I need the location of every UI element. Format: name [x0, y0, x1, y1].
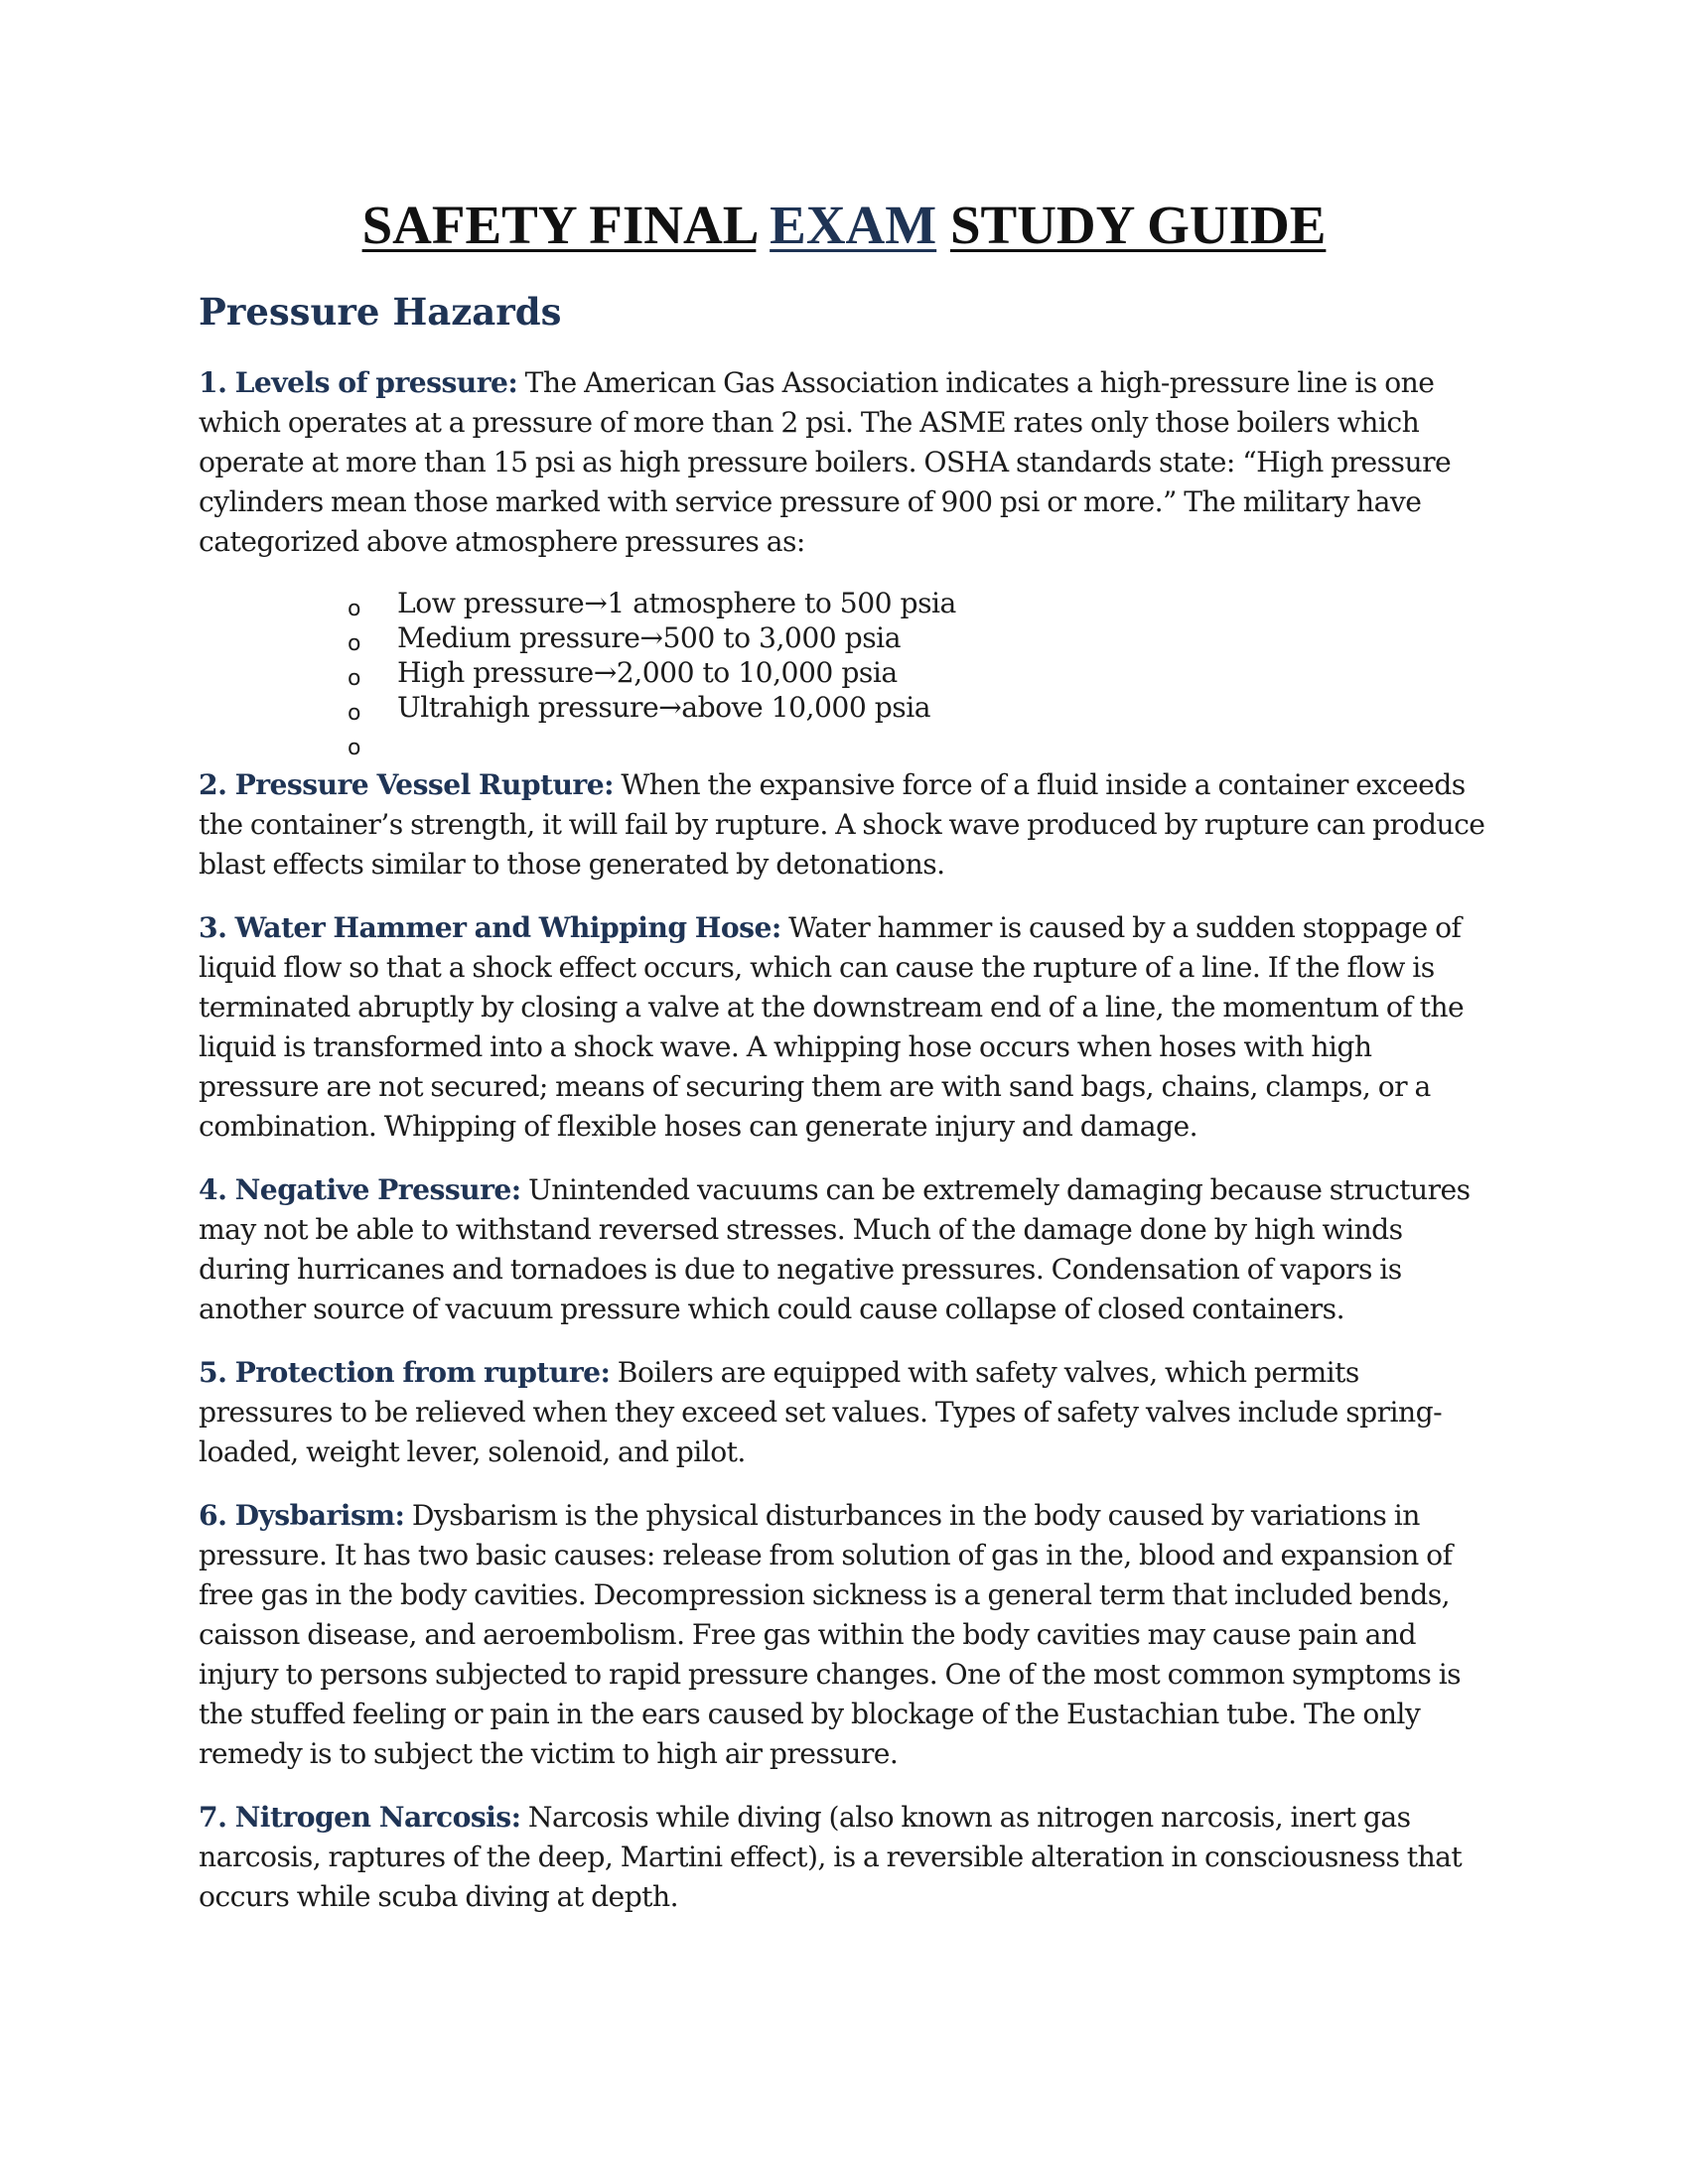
item-1-lead: 1. Levels of pressure:: [199, 366, 518, 399]
pressure-level-high: High pressure→2,000 to 10,000 psia: [397, 656, 898, 689]
item-1-text: The American Gas Association indicates a high-pressure line is one which operates at a pressure of more than 2 psi. The ASME rates only those boilers which operate at more than 15 psi as high pressure boilers. OSHA standards state: “High pressure cylinders mean those marked with service pressure of 900 psi or more.” The military have categorized above atmosphere pressures as:: [199, 366, 1452, 558]
list-item: [348, 620, 1489, 655]
bullet-marker: o: [348, 666, 360, 691]
item-6-text: Dysbarism is the physical disturbances in the body caused by variations in pressure. It has two basic causes: release from solution of gas in the, blood and expansion of free gas in the body cavities. Decompression sickness is a general term that included bends, caisson disease, and aeroembolism. Free gas within the body cavities may cause pain and injury to persons subjected to rapid pressure changes. One of the most common symptoms is the stuffed feeling or pain in the ears caused by blockage of the Eustachian tube. The only remedy is to subject the victim to high air pressure.: [199, 1499, 1462, 1770]
page-title: [199, 191, 1489, 260]
item-3-lead: 3. Water Hammer and Whipping Hose:: [199, 911, 781, 944]
item-7-paragraph: [199, 1798, 1489, 1917]
item-7-text: Narcosis while diving (also known as nitrogen narcosis, inert gas narcosis, raptures of the deep, Martini effect), is a reversible alteration in consciousness that occurs while scuba diving at depth.: [199, 1801, 1463, 1913]
item-2-text: When the expansive force of a fluid inside a container exceeds the container’s strength, it will fail by rupture. A shock wave produced by rupture can produce blast effects similar to those generated by detonations.: [199, 768, 1485, 881]
item-7-lead: 7. Nitrogen Narcosis:: [199, 1801, 521, 1834]
list-item: [348, 655, 1489, 690]
list-item: [348, 690, 1489, 725]
item-5-lead: 5. Protection from rupture:: [199, 1356, 611, 1389]
item-5-paragraph: [199, 1353, 1489, 1472]
pressure-level-medium: Medium pressure→500 to 3,000 psia: [397, 621, 902, 654]
title-part-1: SAFETY FINAL: [361, 195, 757, 255]
item-4-lead: 4. Negative Pressure:: [199, 1173, 521, 1206]
item-3-paragraph: [199, 908, 1489, 1147]
list-item-empty: [348, 725, 1489, 759]
section-heading: Pressure Hazards: [199, 290, 562, 334]
bullet-marker: o: [348, 736, 360, 760]
item-6-paragraph: [199, 1496, 1489, 1774]
item-2-paragraph: [199, 765, 1489, 885]
bullet-marker: o: [348, 701, 360, 726]
title-part-3: STUDY GUIDE: [949, 195, 1327, 255]
pressure-levels-list: [199, 586, 1489, 759]
title-part-2: EXAM: [770, 195, 937, 255]
item-5-text: Boilers are equipped with safety valves, which permits pressures to be relieved when they exceed set values. Types of safety valves include spring-loaded, weight lever, solenoid, and pilot.: [199, 1356, 1443, 1468]
item-3-text: Water hammer is caused by a sudden stoppage of liquid flow so that a shock effect occurs, which can cause the rupture of a line. If the flow is terminated abruptly by closing a valve at the downstream end of a line, the momentum of the liquid is transformed into a shock wave. A whipping hose occurs when hoses with high pressure are not secured; means of securing them are with sand bags, chains, clamps, or a combination. Whipping of flexible hoses can generate injury and damage.: [199, 911, 1465, 1143]
item-4-paragraph: [199, 1170, 1489, 1329]
item-6-lead: 6. Dysbarism:: [199, 1499, 405, 1532]
item-1-paragraph: [199, 363, 1489, 562]
pressure-level-low: Low pressure→1 atmosphere to 500 psia: [397, 587, 956, 619]
item-4-text: Unintended vacuums can be extremely damaging because structures may not be able to withstand reversed stresses. Much of the damage done by high winds during hurricanes and tornadoes is due to negative pressures. Condensation of vapors is another source of vacuum pressure which could cause collapse of closed containers.: [199, 1173, 1471, 1325]
bullet-marker: o: [348, 597, 360, 621]
pressure-level-ultrahigh: Ultrahigh pressure→above 10,000 psia: [397, 691, 931, 724]
list-item: [348, 586, 1489, 620]
bullet-marker: o: [348, 631, 360, 656]
item-2-lead: 2. Pressure Vessel Rupture:: [199, 768, 614, 801]
